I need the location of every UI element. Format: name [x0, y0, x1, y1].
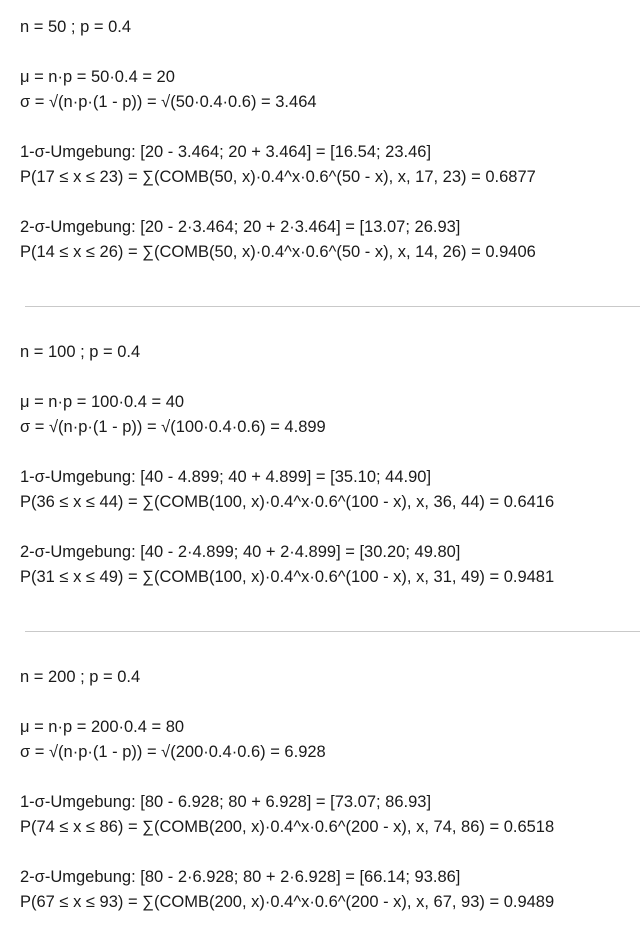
section-divider	[25, 631, 640, 632]
sigma2-probability: P(31 ≤ x ≤ 49) = ∑(COMB(100, x)·0.4^x·0.6^(100 - x), x, 31, 49) = 0.9481	[20, 568, 555, 586]
sigma1-probability: P(74 ≤ x ≤ 86) = ∑(COMB(200, x)·0.4^x·0.6^(200 - x), x, 74, 86) = 0.6518	[20, 818, 555, 836]
sigma1-interval: 1-σ-Umgebung: [40 - 4.899; 40 + 4.899] = [35.10; 44.90]	[20, 468, 432, 486]
parameters-line: n = 100 ; p = 0.4	[20, 343, 141, 361]
mean-formula: μ = n·p = 50·0.4 = 20	[20, 68, 175, 86]
parameters-line: n = 50 ; p = 0.4	[20, 18, 132, 36]
sigma1-interval: 1-σ-Umgebung: [20 - 3.464; 20 + 3.464] = [16.54; 23.46]	[20, 143, 432, 161]
sigma2-interval: 2-σ-Umgebung: [80 - 2·6.928; 80 + 2·6.928] = [66.14; 93.86]	[20, 868, 461, 886]
sigma1-probability: P(36 ≤ x ≤ 44) = ∑(COMB(100, x)·0.4^x·0.6^(100 - x), x, 36, 44) = 0.6416	[20, 493, 555, 511]
sigma-formula: σ = √(n·p·(1 - p)) = √(50·0.4·0.6) = 3.464	[20, 93, 317, 111]
sigma-formula: σ = √(n·p·(1 - p)) = √(100·0.4·0.6) = 4.899	[20, 418, 326, 436]
parameters-line: n = 200 ; p = 0.4	[20, 668, 141, 686]
mean-formula: μ = n·p = 100·0.4 = 40	[20, 393, 185, 411]
sigma-formula: σ = √(n·p·(1 - p)) = √(200·0.4·0.6) = 6.928	[20, 743, 326, 761]
sigma2-interval: 2-σ-Umgebung: [20 - 2·3.464; 20 + 2·3.464] = [13.07; 26.93]	[20, 218, 461, 236]
sigma1-probability: P(17 ≤ x ≤ 23) = ∑(COMB(50, x)·0.4^x·0.6^(50 - x), x, 17, 23) = 0.6877	[20, 168, 536, 186]
sigma2-probability: P(67 ≤ x ≤ 93) = ∑(COMB(200, x)·0.4^x·0.6^(200 - x), x, 67, 93) = 0.9489	[20, 893, 555, 911]
sigma2-interval: 2-σ-Umgebung: [40 - 2·4.899; 40 + 2·4.899] = [30.20; 49.80]	[20, 543, 461, 561]
mean-formula: μ = n·p = 200·0.4 = 80	[20, 718, 185, 736]
sigma2-probability: P(14 ≤ x ≤ 26) = ∑(COMB(50, x)·0.4^x·0.6^(50 - x), x, 14, 26) = 0.9406	[20, 243, 536, 261]
section-divider	[25, 306, 640, 307]
sigma1-interval: 1-σ-Umgebung: [80 - 6.928; 80 + 6.928] = [73.07; 86.93]	[20, 793, 432, 811]
